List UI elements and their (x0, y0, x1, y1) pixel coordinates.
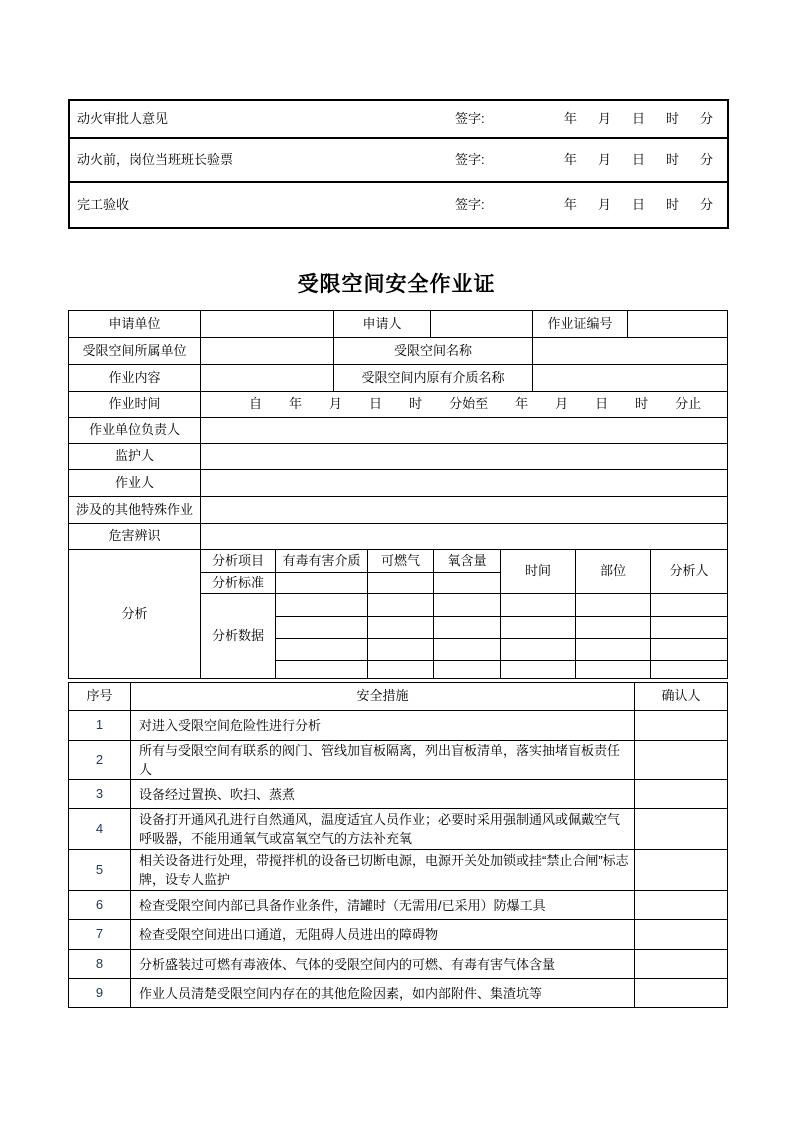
date-unit: 月 (597, 151, 611, 167)
analysis-input-cell[interactable] (368, 594, 434, 617)
approval-row-cell[interactable] (69, 100, 728, 138)
field-input-cell[interactable] (201, 338, 334, 365)
measure-number: 8 (69, 950, 131, 979)
analysis-column-header: 分析人 (651, 550, 728, 594)
analysis-input-cell[interactable] (434, 639, 501, 661)
field-input-cell[interactable] (628, 311, 728, 338)
confirm-input-cell[interactable] (635, 979, 728, 1008)
date-unit: 时 (665, 110, 679, 126)
analysis-input-cell[interactable] (651, 594, 728, 617)
date-unit: 年 (563, 151, 577, 167)
analysis-input-cell[interactable] (576, 661, 651, 679)
approval-row-cell[interactable] (69, 138, 728, 182)
table-row (69, 497, 728, 524)
analysis-input-cell[interactable] (576, 617, 651, 639)
analysis-input-cell[interactable] (434, 617, 501, 639)
date-unit: 日 (631, 110, 645, 126)
confirm-input-cell[interactable] (635, 920, 728, 950)
date-unit: 日 (631, 151, 645, 167)
date-unit: 日 (631, 196, 645, 212)
table-row (69, 550, 728, 573)
date-units (564, 151, 727, 170)
analysis-input-cell[interactable] (501, 661, 576, 679)
table-row (69, 741, 728, 780)
measure-number: 6 (69, 891, 131, 920)
table-row (69, 138, 728, 182)
field-label: 危害辨识 (69, 524, 201, 550)
work-time-part: 年 (289, 396, 303, 412)
work-time-part: 自 (249, 396, 263, 412)
date-unit: 年 (563, 196, 577, 212)
approval-row-cell[interactable] (69, 182, 728, 228)
work-time-value (201, 395, 727, 414)
field-label: 申请人 (334, 311, 431, 338)
work-time-part: 时 (635, 396, 649, 412)
date-unit: 月 (597, 196, 611, 212)
analysis-column-header: 部位 (576, 550, 651, 594)
measure-number: 5 (69, 850, 131, 891)
approval-row-label: 完工验收 (77, 196, 130, 212)
approval-table-body (69, 100, 728, 228)
field-input-cell[interactable] (201, 497, 728, 524)
date-units (564, 196, 727, 215)
analysis-input-cell[interactable] (651, 661, 728, 679)
field-label: 监护人 (69, 444, 201, 470)
measures-header-measure: 安全措施 (131, 683, 635, 711)
analysis-input-cell[interactable] (576, 639, 651, 661)
field-label: 申请单位 (69, 311, 201, 338)
date-unit: 月 (597, 110, 611, 126)
date-unit: 分 (699, 110, 713, 126)
table-row (69, 711, 728, 741)
measure-text: 分析盛装过可燃有毒液体、气体的受限空间内的可燃、有毒有害气体含量 (131, 950, 635, 979)
approval-table (68, 99, 729, 229)
table-row (69, 338, 728, 365)
measure-number: 9 (69, 979, 131, 1008)
measures-header-confirm: 确认人 (635, 683, 728, 711)
analysis-input-cell[interactable] (276, 617, 368, 639)
field-label: 作业证编号 (533, 311, 628, 338)
measure-text: 作业人员清楚受限空间内存在的其他危险因素，如内部附件、集渣坑等 (131, 979, 635, 1008)
table-row (69, 444, 728, 470)
table-row (69, 850, 728, 891)
table-row (69, 392, 728, 418)
measure-number: 2 (69, 741, 131, 780)
work-time-part: 月 (555, 396, 569, 412)
confirm-input-cell[interactable] (635, 850, 728, 891)
work-time-part: 分始至 (449, 396, 489, 412)
analysis-input-cell[interactable] (501, 617, 576, 639)
field-input-cell[interactable] (201, 524, 728, 550)
analysis-input-cell[interactable] (651, 639, 728, 661)
work-time-part: 日 (595, 396, 609, 412)
measure-number: 4 (69, 809, 131, 850)
analysis-table (68, 549, 728, 679)
analysis-input-cell[interactable] (368, 639, 434, 661)
analysis-standard-label: 分析标准 (201, 573, 276, 594)
field-label: 涉及的其他特殊作业 (69, 497, 201, 524)
analysis-body (69, 550, 728, 679)
work-time-cell[interactable] (201, 392, 728, 418)
doc-title: 受限空间安全作业证 (297, 273, 496, 296)
analysis-input-cell[interactable] (434, 594, 501, 617)
analysis-data-label: 分析数据 (201, 594, 276, 679)
table-row (69, 809, 728, 850)
field-label: 作业时间 (69, 392, 201, 418)
field-input-cell[interactable] (533, 338, 728, 365)
table-row (69, 100, 728, 138)
field-label: 作业人 (69, 470, 201, 497)
analysis-input-cell[interactable] (434, 661, 501, 679)
analysis-input-cell[interactable] (651, 617, 728, 639)
confirm-input-cell[interactable] (635, 780, 728, 809)
analysis-input-cell[interactable] (434, 573, 501, 594)
table-row (69, 470, 728, 497)
field-input-cell[interactable] (201, 444, 728, 470)
analysis-input-cell[interactable] (501, 594, 576, 617)
work-time-part: 日 (369, 396, 383, 412)
measure-text: 所有与受限空间有联系的阀门、管线加盲板隔离，列出盲板清单，落实抽堵盲板责任人 (131, 741, 635, 780)
table-row (69, 979, 728, 1008)
table-row (69, 920, 728, 950)
table-row (69, 780, 728, 809)
field-input-cell[interactable] (533, 365, 728, 392)
confirm-input-cell[interactable] (635, 711, 728, 741)
sign-label: 签字: (455, 110, 485, 126)
measures-header-no: 序号 (69, 683, 131, 711)
measure-text: 设备经过置换、吹扫、蒸煮 (131, 780, 635, 809)
measure-text: 检查受限空间进出口通道，无阻碍人员进出的障碍物 (131, 920, 635, 950)
analysis-section-label: 分析 (69, 550, 201, 679)
field-input-cell[interactable] (201, 365, 334, 392)
date-units (564, 110, 727, 129)
table-row (69, 950, 728, 979)
table-row (69, 365, 728, 392)
table-row (69, 311, 728, 338)
analysis-input-cell[interactable] (368, 617, 434, 639)
analysis-input-cell[interactable] (368, 661, 434, 679)
sign-label: 签字: (455, 196, 485, 212)
confirm-input-cell[interactable] (635, 891, 728, 920)
measure-text: 设备打开通风孔进行自然通风，温度适宜人员作业；必要时采用强制通风或佩戴空气呼吸器，不能用通氧气或富氧空气的方法补充氧 (131, 809, 635, 850)
date-unit: 时 (665, 196, 679, 212)
date-unit: 时 (665, 151, 679, 167)
measure-text: 相关设备进行处理，带搅拌机的设备已切断电源，电源开关处加锁或挂“禁止合闸”标志牌，设专人监护 (131, 850, 635, 891)
analysis-item-label: 分析项目 (201, 550, 276, 573)
field-input-cell[interactable] (201, 311, 334, 338)
measures-table (68, 682, 728, 1008)
analysis-input-cell[interactable] (276, 573, 368, 594)
field-label: 受限空间所属单位 (69, 338, 201, 365)
table-row (69, 182, 728, 228)
date-unit: 年 (563, 110, 577, 126)
field-label: 受限空间名称 (334, 338, 533, 365)
date-unit: 分 (699, 151, 713, 167)
field-input-cell[interactable] (201, 418, 728, 444)
table-row (69, 418, 728, 444)
analysis-input-cell[interactable] (501, 639, 576, 661)
work-time-part: 时 (409, 396, 423, 412)
table-row (69, 683, 728, 711)
analysis-column-header: 氧含量 (434, 550, 501, 573)
analysis-input-cell[interactable] (276, 594, 368, 617)
table-row (69, 891, 728, 920)
measure-number: 1 (69, 711, 131, 741)
date-unit: 分 (699, 196, 713, 212)
analysis-column-header: 时间 (501, 550, 576, 594)
work-time-part: 分止 (675, 396, 702, 412)
permit-section (68, 310, 728, 679)
measure-number: 7 (69, 920, 131, 950)
confirm-input-cell[interactable] (635, 741, 728, 780)
analysis-input-cell[interactable] (276, 661, 368, 679)
field-input-cell[interactable] (431, 311, 533, 338)
sign-label: 签字: (455, 151, 485, 167)
measures-body (69, 683, 728, 1008)
analysis-input-cell[interactable] (276, 639, 368, 661)
field-input-cell[interactable] (201, 470, 728, 497)
analysis-input-cell[interactable] (576, 594, 651, 617)
approval-row-label: 动火前，岗位当班班长验票 (77, 151, 234, 167)
work-time-part: 月 (329, 396, 343, 412)
permit-detail-body (69, 392, 728, 550)
analysis-input-cell[interactable] (368, 573, 434, 594)
approval-row-label: 动火审批人意见 (77, 110, 169, 126)
field-label: 作业单位负责人 (69, 418, 201, 444)
field-label: 作业内容 (69, 365, 201, 392)
measure-text: 检查受限空间内部已具备作业条件，清罐时（无需用/已采用）防爆工具 (131, 891, 635, 920)
work-time-part: 年 (515, 396, 529, 412)
analysis-column-header: 有毒有害介质 (276, 550, 368, 573)
field-label: 受限空间内原有介质名称 (334, 365, 533, 392)
permit-info-table (68, 310, 728, 392)
confirm-input-cell[interactable] (635, 950, 728, 979)
measure-number: 3 (69, 780, 131, 809)
measure-text: 对进入受限空间危险性进行分析 (131, 711, 635, 741)
table-row (69, 524, 728, 550)
permit-detail-table (68, 391, 728, 550)
analysis-column-header: 可燃气 (368, 550, 434, 573)
confirm-input-cell[interactable] (635, 809, 728, 850)
